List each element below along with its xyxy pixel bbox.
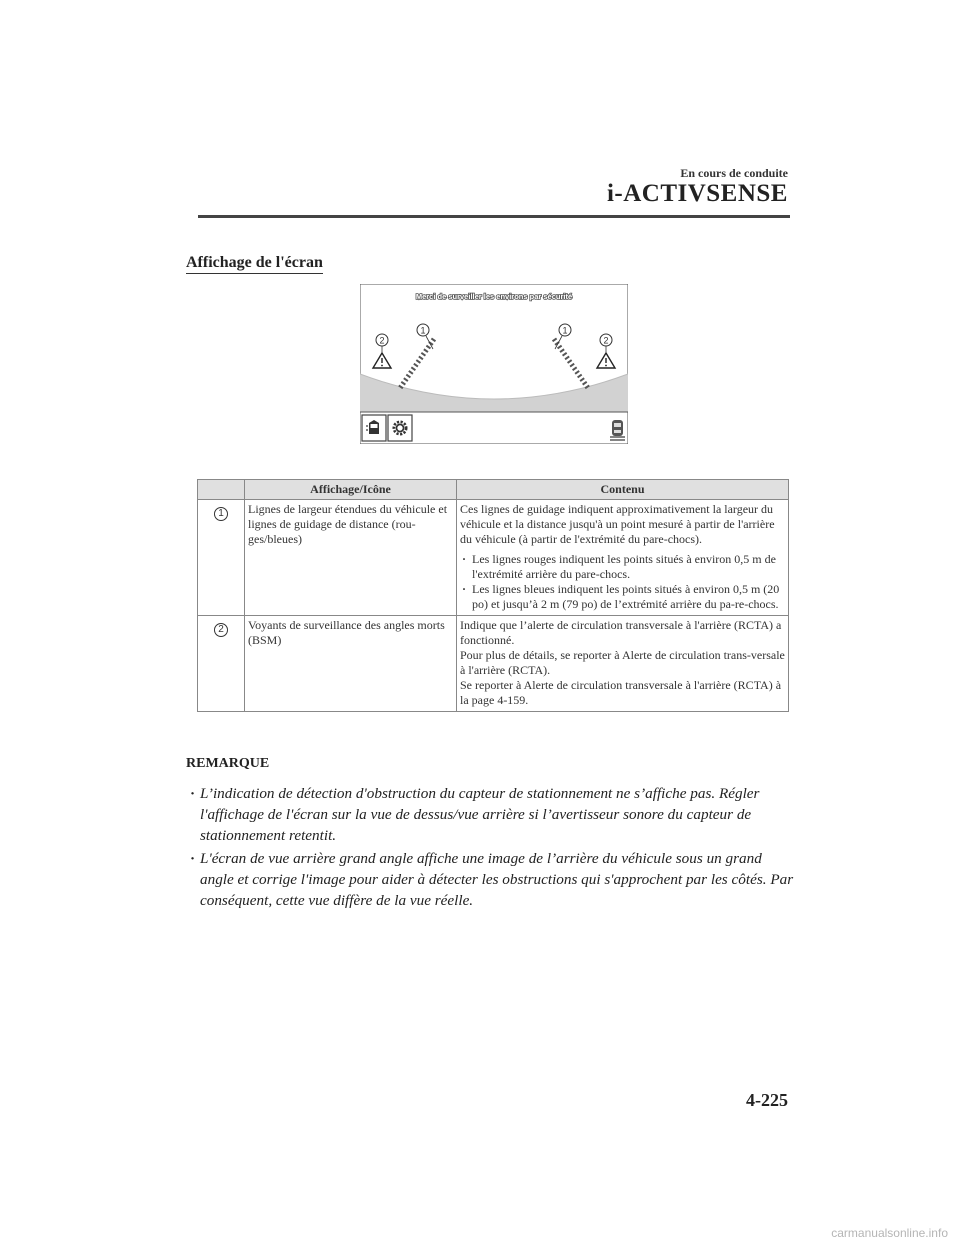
svg-text:1: 1 bbox=[420, 325, 426, 336]
row-number-cell bbox=[198, 616, 245, 712]
note-item: · L'écran de vue arrière grand angle affiche une image de l’arrière du véhicule sous un grand angle et corrige l'image pour aider à détecter les obstructions qui s'approchent par les côtés. Par conséquent, cette vue diffère de la vue réelle. bbox=[190, 848, 795, 911]
note-item: · L’indication de détection d'obstruction du capteur de stationnement ne s’affiche pas. Régler l'affichage de l'écran sur la vue de dessus/vue arrière si l’avertisseur sonore du capteur de stationnement retentit. bbox=[190, 783, 795, 846]
settings-gear-icon[interactable] bbox=[388, 415, 412, 441]
note-title: REMARQUE bbox=[186, 756, 270, 771]
table-header-display: Affichage/Icône bbox=[245, 480, 457, 500]
camera-view-icon[interactable] bbox=[362, 415, 386, 441]
display-cell: Voyants de surveillance des angles morts (BSM) bbox=[245, 616, 457, 712]
table-header-content: Contenu bbox=[457, 480, 789, 500]
svg-text:1: 1 bbox=[562, 325, 568, 336]
svg-text:2: 2 bbox=[603, 335, 609, 346]
row-number-cell bbox=[198, 500, 245, 616]
content-cell bbox=[457, 500, 789, 616]
display-icon-table bbox=[197, 479, 789, 712]
banner-text: Merci de surveiller les environs par sécurité bbox=[415, 292, 573, 301]
callout-number: 2 bbox=[214, 623, 228, 637]
watermark: carmanualsonline.info bbox=[831, 1226, 948, 1240]
svg-text:2: 2 bbox=[379, 335, 385, 346]
table-header-row bbox=[198, 480, 789, 500]
content-text: Ces lignes de guidage indiquent approximativement la largeur du véhicule et la distance jusqu'à un point mesuré à partir de l'arrière du véhicule (à partir de l'extrémité du pare-chocs). bbox=[460, 502, 775, 546]
content-bullets bbox=[460, 552, 785, 612]
safety-banner bbox=[416, 290, 572, 302]
content-text: Indique que l’alerte de circulation transversale à l'arrière (RCTA) a fonctionné. bbox=[460, 618, 782, 647]
table-row bbox=[198, 500, 789, 616]
list-item: · Les lignes rouges indiquent les points situés à environ 0,5 m de l'extrémité arrière du pare-chocs. bbox=[460, 552, 785, 582]
note-list bbox=[190, 783, 795, 913]
list-item: · Les lignes bleues indiquent les points situés à environ 0,5 m (20 po) et jusqu’à 2 m (79 po) de l’extrémité arrière du pa-re-chocs. bbox=[460, 582, 785, 612]
header-rule bbox=[198, 215, 790, 218]
table-header-num bbox=[198, 480, 245, 500]
section-heading: Affichage de l'écran bbox=[186, 254, 323, 274]
section-label: En cours de conduite bbox=[680, 166, 788, 180]
content-text: Pour plus de détails, se reporter à Alerte de circulation trans-versale à l'arrière (RCTA). bbox=[460, 648, 785, 677]
callout-number: 1 bbox=[214, 507, 228, 521]
content-cell bbox=[457, 616, 789, 712]
parking-sensor-car-icon bbox=[610, 420, 625, 440]
content-text: Se reporter à Alerte de circulation transversale à l'arrière (RCTA) à la page 4-159. bbox=[460, 678, 782, 707]
chapter-title: i-ACTIVSENSE bbox=[606, 180, 788, 207]
display-cell: Lignes de largeur étendues du véhicule et lignes de guidage de distance (rou-ges/bleues) bbox=[245, 500, 457, 616]
rear-camera-screen-figure bbox=[360, 284, 628, 444]
page-number: 4-225 bbox=[746, 1090, 788, 1110]
table-row bbox=[198, 616, 789, 712]
